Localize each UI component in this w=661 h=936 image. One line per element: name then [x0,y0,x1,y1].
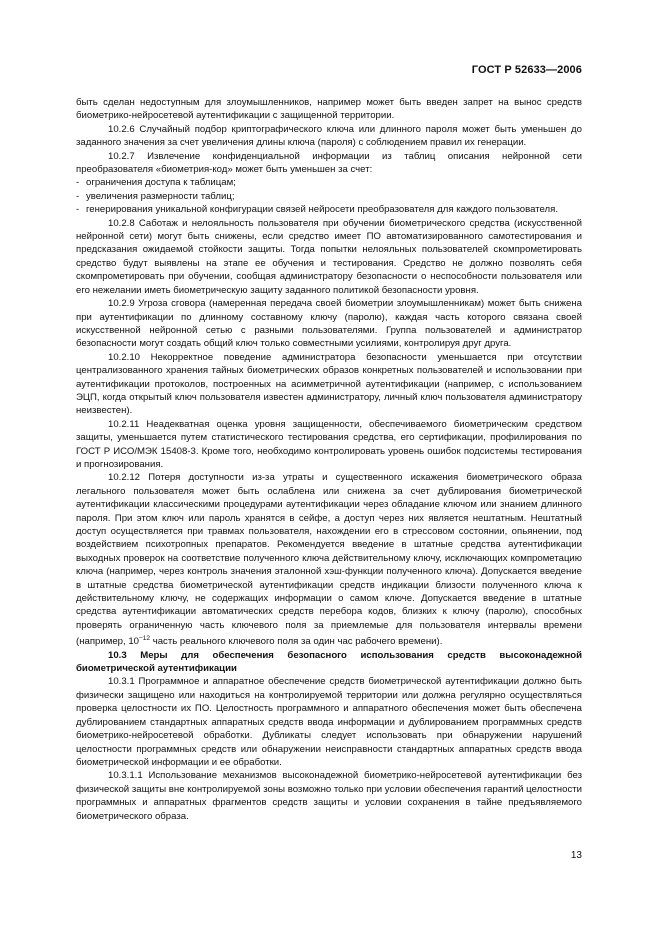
paragraph-10-2-10: 10.2.10 Некорректное поведение администратора безопасности уменьшается при отсутствии централизованного хранения тайных биометрических образов конкретных пользователей и использовании при аутентификации протоколов, построенных на асимметричной аутентификации (например, с использованием ЭЦП, когда открытый ключ пользователя известен администратору, личный ключ пользователя администратору неизвестен). [76,351,582,417]
list-item [76,203,582,216]
list-item-text: ограничения доступа к таблицам; [86,177,236,189]
list-dash: - [76,177,80,189]
exponent: −12 [139,635,151,643]
list-item [76,190,582,203]
list-item-text: генерирования уникальной конфигурации связей нейросети преобразователя для каждого пользователя. [86,204,558,216]
list-item-text: увеличения размерности таблиц; [86,190,235,202]
document-header: ГОСТ Р 52633—2006 [471,64,582,76]
paragraph-10-3-1: 10.3.1 Программное и аппаратное обеспечение средств биометрической аутентификации должно быть физически защищено или находиться на контролируемой территории или должна регулярно осуществляться проверка целостности их ПО. Целостность программного и аппаратного обеспечения может быть обеспечена дублированием стандартных аппаратных средств ввода информации и дублированием программных средств биометрико-нейросетевой обработки. Дубликаты следует использовать при обнаружении нарушений целостности программных средств или обнаружении неисправности стандартных аппаратных средств ввода биометрической информации и ее обработки. [76,676,582,768]
section-heading-10-3: 10.3 Меры для обеспечения безопасного использования средств высоконадежной биометрической аутентификации [76,649,582,675]
paragraph-10-3-1-1: 10.3.1.1 Использование механизмов высоконадежной биометрико-нейросетевой аутентификации без физической защиты вне контролируемой зоны возможно только при условии обеспечения гарантий целостности программных и аппаратных фрагментов средств защиты и условии сохранения в тайне предъявляемого биометрического образа. [76,770,582,822]
paragraph-10-2-8: 10.2.8 Саботаж и нелояльность пользователя при обучении биометрического средства (искусственной нейронной сети) могут быть снижены, если средство имеет ПО автоматизированного самотестирования и предсказания ожидаемой стойкости защиты. Тогда попытки нелояльных пользователей скомпрометировать средство будут выявлены на этапе ее обучения и тестирования. Средство не должно позволять себя скомпрометировать при обучении, сообщая администратору безопасности о неспособности пользователя или его нежелании иметь биометрическую защиту заданного политикой безопасности уровня. [76,217,582,296]
page-number: 13 [570,850,582,861]
list-dash: - [76,204,80,216]
paragraph-tail: часть реального ключевого поля за один час рабочего времени). [150,636,443,648]
paragraph-10-2-12 [76,471,582,648]
paragraph-text: 10.2.12 Потеря доступности из-за утраты и существенного искажения биометрического образа легального пользователя может быть ослаблена или снижена за счет дублирования биометрической аутентификации классическими процедурами аутентификации через обладание ключом или знанием длинного пароля. При этом ключ или пароль хранятся в сейфе, а доступ через них является нештатным. Нештатный доступ осуществляется при травмах пользователя, нахождении его в стрессовом состоянии, опьянении, под воздействием психотропных препаратов. Рекомендуется введение в штатные средства аутентификации выходных проверок на соответствие полученного ключа действительному ключу, исключающих компрометацию ключа (например, через контроль значения эталонной хэш-функции полученного ключа). Допускается введение в штатные средства биометрической аутентификации средств индикации близости полученного ключа к действительному ключу, не содержащих информации о самом ключе. Допускается введение в штатные средства аутентификации автоматических средств перебора кодов, близких к ключу (паролю), способных проверять ограниченную часть ключевого поля за приемлемые для пользователя интервалы времени (например, 10 [76,472,582,648]
list-dash: - [76,190,80,202]
paragraph-10-2-7: 10.2.7 Извлечение конфиденциальной информации из таблиц описания нейронной сети преобразователя «биометрия-код» может быть уменьшен за счет: [76,150,582,176]
list-item [76,176,582,189]
paragraph-10-2-6: 10.2.6 Случайный подбор криптографического ключа или длинного пароля может быть уменьшен до заданного значения за счет увеличения длины ключа (пароля) с соблюдением правил их генерации. [76,123,582,149]
document-body [76,96,582,823]
paragraph-10-2-11: 10.2.11 Неадекватная оценка уровня защищенности, обеспечиваемого биометрическим средством защиты, уменьшается путем статистического тестирования средства, его сертификации, профилирования по ГОСТ Р ИСО/МЭК 15408-3. Кроме того, необходимо контролировать уровень ошибок подсистемы тестирования и прогнозирования. [76,418,582,470]
paragraph-continuation: быть сделан недоступным для злоумышленников, например может быть введен запрет на вынос средств биометрико-нейросетевой аутентификации с защищенной территории. [76,97,582,122]
paragraph-10-2-9: 10.2.9 Угроза сговора (намеренная передача своей биометрии злоумышленникам) может быть снижена при аутентификации по длинному составному ключу (паролю), каждая часть которого связана своей искусственной нейронной сетью с разными пользователями. Группа пользователей и администратор безопасности могут создать общий ключ только совместными усилиями, контролируя друг друга. [76,298,582,350]
